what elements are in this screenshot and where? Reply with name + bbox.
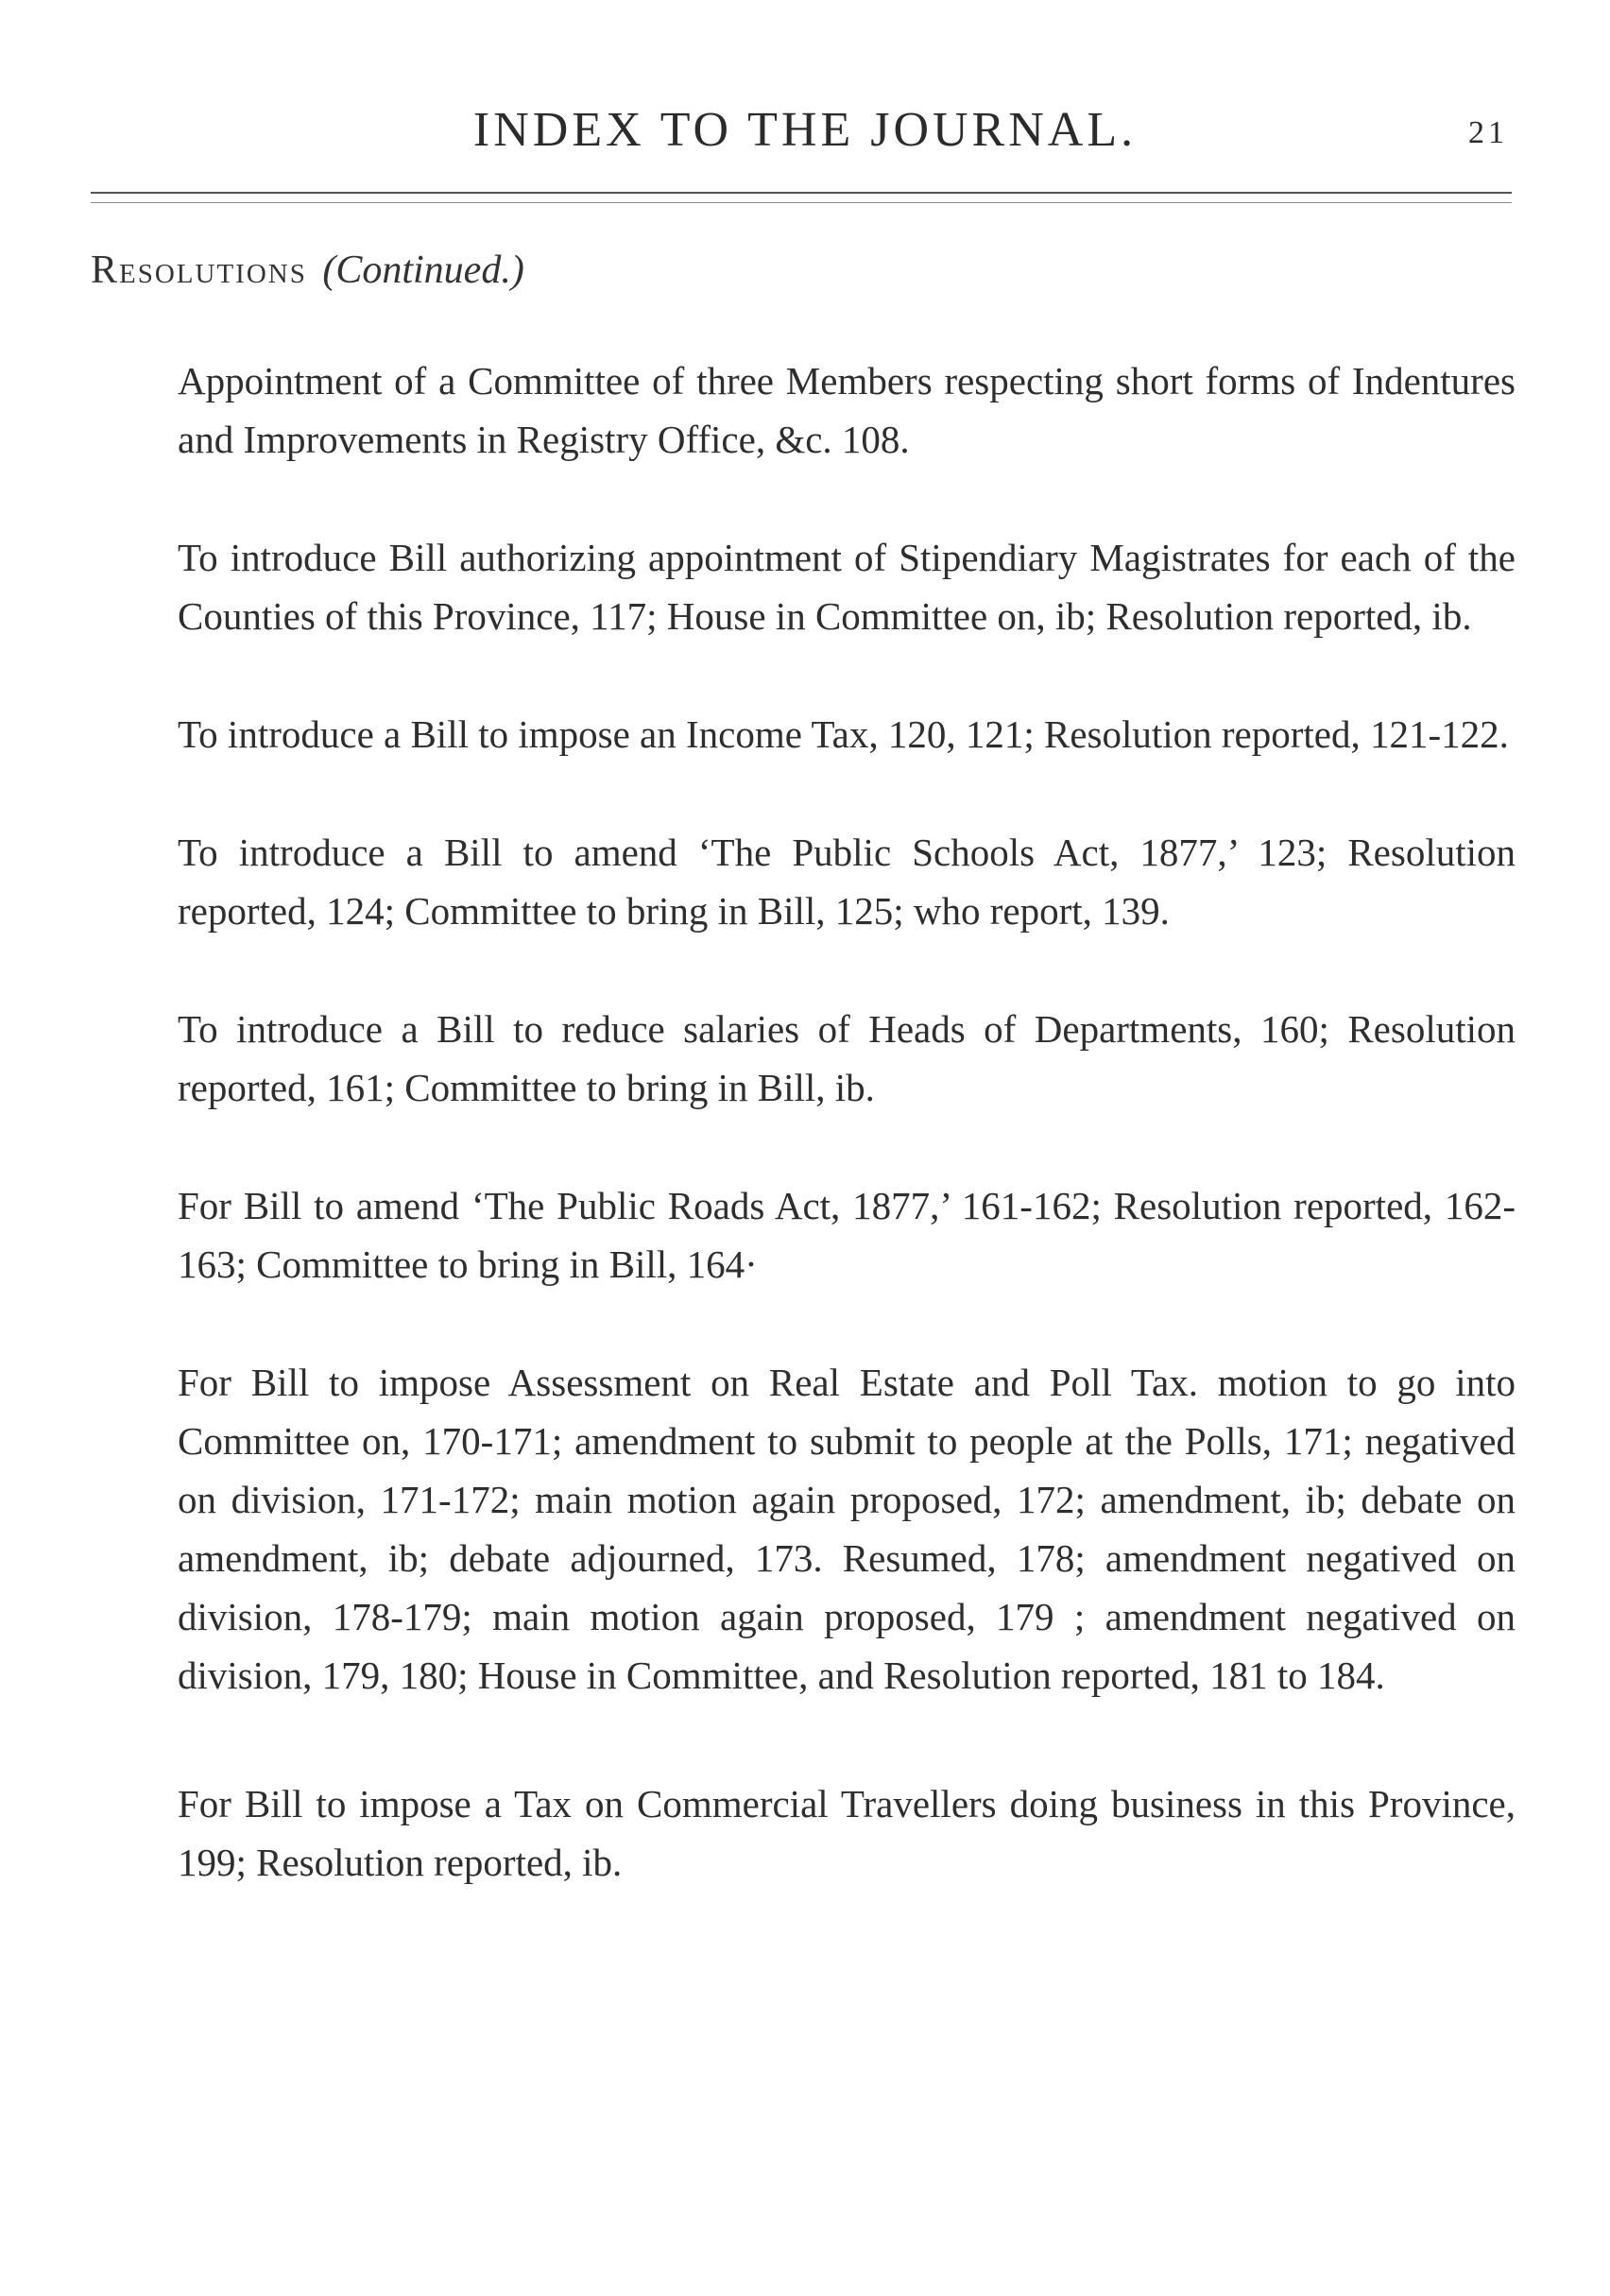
header-rule-bottom xyxy=(91,202,1512,203)
index-entry: For Bill to amend ‘The Public Roads Act, 1877,’ 161-162; Resolution reported, 162-163; Committee to bring in Bill, 164· xyxy=(178,1184,1516,1286)
index-entry: Appointment of a Committee of three Members respecting short forms of Indentures and Improvements in Registry Office, &c. 108. xyxy=(178,359,1516,461)
index-entries xyxy=(178,351,1516,1951)
index-entry: To introduce a Bill to impose an Income Tax, 120, 121; Resolution reported, 121-122. xyxy=(178,712,1509,756)
page-number: 21 xyxy=(1468,115,1508,150)
running-head xyxy=(0,102,1610,168)
section-name: Resolutions xyxy=(91,248,307,292)
index-entry: To introduce a Bill to reduce salaries of Heads of Departments, 160; Resolution reported, 161; Committee to bring in Bill, ib. xyxy=(178,1007,1516,1109)
page-title: INDEX TO THE JOURNAL. xyxy=(472,103,1138,157)
section-heading xyxy=(91,248,524,293)
header-rule-top xyxy=(91,192,1512,194)
index-entry: To introduce Bill authorizing appointment of Stipendiary Magistrates for each of the Counties of this Province, 117; House in Committee on, ib; Resolution reported, ib. xyxy=(178,536,1516,638)
index-entry: For Bill to impose Assessment on Real Estate and Poll Tax. motion to go into Committee on, 170-171; amendment to submit to people at the Polls, 171; negatived on division, 171-172; main motion again proposed, 172; amendment, ib; debate on amendment, ib; debate adjourned, 173. Resumed, 178; amendment negatived on division, 178-179; main motion again proposed, 179 ; amendment negatived on division, 179, 180; House in Committee, and Resolution reported, 181 to 184. xyxy=(178,1361,1516,1697)
section-continued: (Continued.) xyxy=(322,248,524,292)
index-entry: To introduce a Bill to amend ‘The Public Schools Act, 1877,’ 123; Resolution reported, 124; Committee to bring in Bill, 125; who report, 139. xyxy=(178,831,1516,933)
index-entry: For Bill to impose a Tax on Commercial Travellers doing business in this Province, 199; Resolution reported, ib. xyxy=(178,1782,1516,1884)
